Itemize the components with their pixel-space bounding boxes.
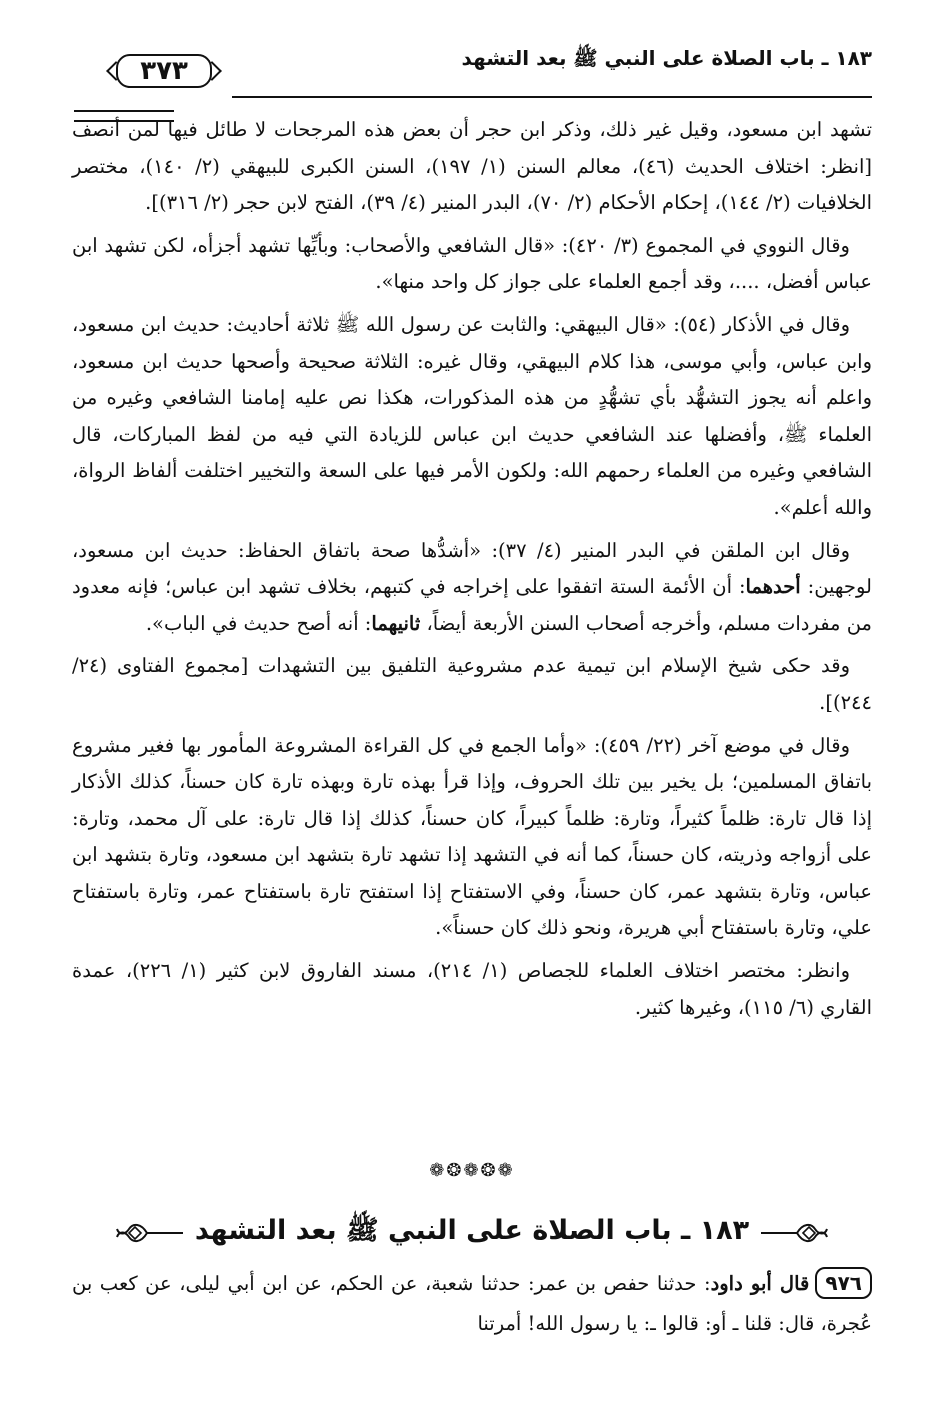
ibn-mulaqqin-text-1: وقال ابن الملقن في البدر المنير (٤/ ٣٧): «أشدُّها صحة باتفاق الحفاظ: حديث ابن مسعود، لوجهين: xyxy=(72,538,872,599)
header-rule xyxy=(232,96,872,98)
hadith-text xyxy=(72,1264,872,1344)
hadith-body: : حدثنا حفص بن عمر: حدثنا شعبة، عن الحكم، عن ابن أبي ليلى، عن كعب بن عُجرة، قال: قلنا ـ أو: قالوا ـ: يا رسول الله! أمرتنا xyxy=(72,1272,872,1335)
bold-second-reason: ثانيهما xyxy=(371,611,421,635)
page-number-badge xyxy=(102,54,226,88)
hadith-narrator: قال أبو داود xyxy=(710,1272,810,1295)
ibn-mulaqqin-text-3: : أنه أصح حديث في الباب». xyxy=(145,611,372,635)
chapter-title: ١٨٣ ـ باب الصلاة على النبي ﷺ بعد التشهد xyxy=(194,1215,750,1246)
heading-flourish-left-icon xyxy=(115,1219,185,1247)
heading-flourish-right-icon xyxy=(759,1219,829,1247)
ornament-divider: ❁❂❁❂❁ xyxy=(429,1160,515,1181)
paragraph-adhkar: وقال في الأذكار (٥٤): «قال البيهقي: والثابت عن رسول الله ﷺ ثلاثة أحاديث: حديث ابن مسعود، وابن عباس، وأبي موسى، هذا كلام البيهقي، وقال غيره: الثلاثة صحيحة وأصحها حديث ابن مسعود، واعلم أنه يجوز التشهُّد بأي تشهُّدٍ من هذه المذكورات، هكذا نص عليه إمامنا الشافعي وغيره من العلماء ﷺ، وأفضلها عند الشافعي حديث ابن عباس للزيادة التي فيه من لفظ المباركات، قال الشافعي وغيره من العلماء رحمهم الله: ولكون الأمر فيها على السعة والتخيير اختلفت ألفاظ الرواة، والله أعلم». xyxy=(72,312,872,519)
hadith-number: ٩٧٦ xyxy=(815,1267,872,1299)
paragraph-another-place: وقال في موضع آخر (٢٢/ ٤٥٩): «وأما الجمع في كل القراءة المشروعة المأمور بها فغير مشروع باتفاق المسلمين؛ بل يخير بين تلك الحروف، وإذا قرأ بهذه تارة وبهذه تارة كان حسناً، كذلك الأذكار إذا قال تارة: ظلماً كثيراً، وتارة: ظلماً كبيراً، كان حسناً، كذلك إذا قال تارة: على آل محمد، وتارة: على أزواجه وذريته، كان حسناً، كما أنه في التشهد إذا تشهد تارة بتشهد ابن مسعود، وتارة بتشهد ابن عباس، وتارة بتشهد عمر، كان حسناً، وفي الاستفتاح إذا استفتح تارة باستفتاح عمر، وتارة باستفتاح علي، وتارة باستفتاح أبي هريرة، ونحو ذلك كان حسناً». xyxy=(72,733,872,940)
paragraph-see-also: وانظر: مختصر اختلاف العلماء للجصاص (١/ ٢١٤)، مسند الفاروق لابن كثير (١/ ٢٢٦)، عمدة القاري (٦/ ١١٥)، وغيرها كثير. xyxy=(72,959,872,1019)
page-number: ٣٧٣ xyxy=(140,56,188,86)
chapter-heading xyxy=(0,1208,944,1258)
ibn-mulaqqin-text-2: : أن الأئمة الستة اتفقوا على إخراجه في كتبهم، بخلاف تشهد ابن عباس؛ فإنه معدود من مفردات مسلم، وأخرجه أصحاب السنن الأربعة أيضاً، xyxy=(72,575,872,635)
paragraph-ibn-taymiyyah: وقد حكى شيخ الإسلام ابن تيمية عدم مشروعية التلفيق بين التشهدات [مجموع الفتاوى (٢٤/ ٢٤٤)]. xyxy=(72,654,872,714)
paragraph-ibn-mulaqqin xyxy=(72,533,872,643)
body-text xyxy=(72,112,872,1032)
running-header xyxy=(72,38,872,104)
paragraph-sources: تشهد ابن مسعود، وقيل غير ذلك، وذكر ابن حجر أن بعض هذه المرجحات لا طائل فيها لمن أنصف [انظر: اختلاف الحديث (٤٦)، معالم السنن (١/ ١٩٧)، السنن الكبرى للبيهقي (٢/ ١٤٠)، مختصر الخلافيات (٢/ ١٤٤)، إحكام الأحكام (٢/ ٧٠)، البدر المنير (٤/ ٣٩)، الفتح لابن حجر (٢/ ٣١٦)]. xyxy=(72,118,872,215)
running-title: ١٨٣ ـ باب الصلاة على النبي ﷺ بعد التشهد xyxy=(461,46,872,70)
paragraph-nawawi-majmu: وقال النووي في المجموع (٣/ ٤٢٠): «قال الشافعي والأصحاب: وبأيِّها تشهد أجزأه، لكن تشهد ابن عباس أفضل، ....، وقد أجمع العلماء على جواز كل واحد منها». xyxy=(72,233,872,294)
bold-first-reason: أحدهما xyxy=(745,575,801,599)
